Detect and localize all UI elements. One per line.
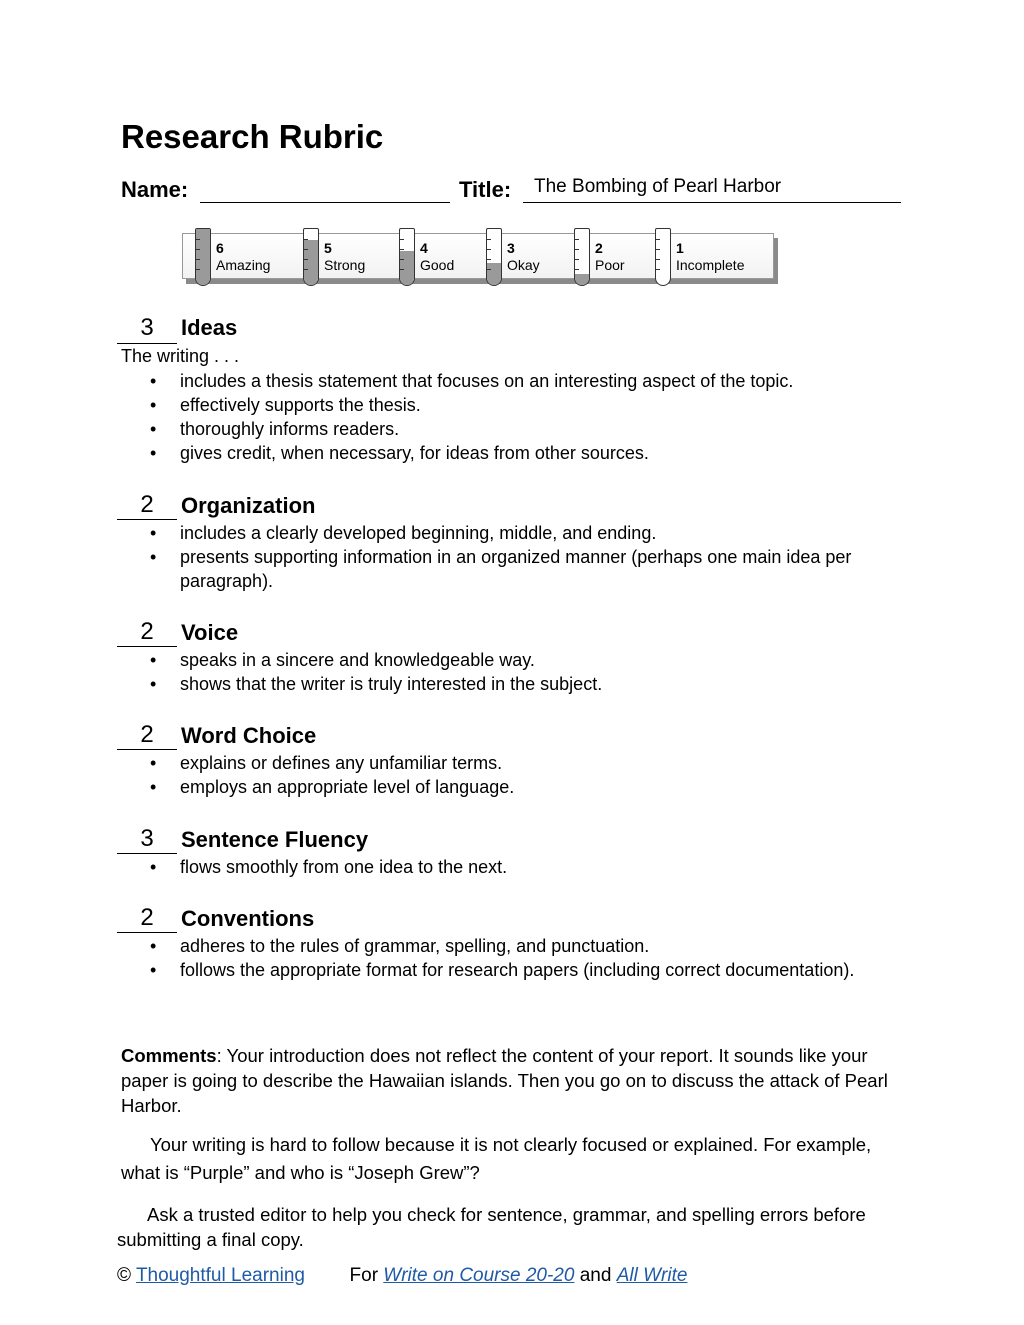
tube-tick — [304, 269, 308, 270]
tube-tick — [400, 239, 404, 240]
conventions-score-line — [117, 932, 177, 933]
comments-paragraph-2: Your writing is hard to follow because it is not clearly focused or explained. For example, what is “Purple” and who is “Joseph Grew”? — [121, 1134, 872, 1183]
scale-level — [324, 240, 365, 274]
scale-level — [216, 240, 270, 274]
tube-tick — [196, 249, 200, 250]
tube-tick — [575, 249, 579, 250]
conventions-title: Conventions — [181, 906, 315, 931]
tube-tick — [656, 269, 660, 270]
conventions-list — [150, 934, 910, 982]
tube-fill — [304, 240, 318, 285]
comments-text-1: : Your introduction does not reflect the content of your report. It sounds like your paper is going to describe the Hawaiian islands. Then you go on to discuss the attack of Pearl Harbor. — [121, 1045, 888, 1116]
scale-level — [676, 240, 744, 274]
title-field[interactable] — [523, 176, 901, 203]
scale-label: Good — [420, 257, 455, 273]
book-link-all-write[interactable]: All Write — [616, 1265, 688, 1286]
comments-paragraph-1 — [121, 1043, 911, 1118]
tube-tick — [196, 259, 200, 260]
tube-tick — [656, 249, 660, 250]
sentence-fluency-score: 3 — [140, 825, 154, 852]
scale-level — [507, 240, 540, 274]
tube-tick — [304, 259, 308, 260]
tube-tick — [400, 249, 404, 250]
organization-list — [150, 521, 910, 593]
scale-label: Okay — [507, 257, 540, 273]
tube-tick — [487, 269, 491, 270]
ideas-intro: The writing . . . — [121, 346, 240, 366]
copyright-symbol: © — [117, 1265, 131, 1286]
footer — [117, 1265, 687, 1287]
scale-number: 4 — [420, 240, 428, 256]
ideas-title: Ideas — [181, 315, 238, 340]
voice-list — [150, 648, 910, 696]
tube-tick — [400, 269, 404, 270]
tube-tick — [575, 259, 579, 260]
test-tube-icon — [486, 228, 502, 286]
tube-fill — [196, 229, 210, 285]
tube-tick — [656, 259, 660, 260]
tube-tick — [304, 249, 308, 250]
list-item: • includes a clearly developed beginning, middle, and ending. — [150, 521, 910, 545]
organization-score: 2 — [140, 491, 154, 518]
tube-tick — [487, 249, 491, 250]
test-tube-icon — [655, 228, 671, 286]
book-link-write-on-course[interactable]: Write on Course 20-20 — [383, 1265, 575, 1286]
list-item: • includes a thesis statement that focuses on an interesting aspect of the topic. — [150, 369, 910, 393]
ideas-list — [150, 369, 910, 465]
list-item: • gives credit, when necessary, for ideas from other sources. — [150, 441, 910, 465]
name-field[interactable] — [200, 180, 450, 203]
list-item: • presents supporting information in an organized manner (perhaps one main idea per paragraph). — [150, 545, 910, 593]
list-item: • flows smoothly from one idea to the next. — [150, 855, 910, 879]
voice-title: Voice — [181, 620, 239, 645]
title-value: The Bombing of Pearl Harbor — [534, 176, 782, 197]
name-label: Name: — [121, 177, 189, 202]
list-item: • follows the appropriate format for research papers (including correct documentation). — [150, 958, 910, 982]
list-item: • explains or defines any unfamiliar terms. — [150, 751, 910, 775]
tube-tick — [196, 239, 200, 240]
list-item: • speaks in a sincere and knowledgeable way. — [150, 648, 910, 672]
comments-paragraph-3: Ask a trusted editor to help you check for sentence, grammar, and spelling errors before submitting a final copy. — [117, 1204, 866, 1250]
organization-score-line — [117, 519, 177, 520]
scale-label: Incomplete — [676, 257, 745, 273]
tube-fill — [487, 263, 501, 285]
test-tube-icon — [195, 228, 211, 286]
scale-level — [595, 240, 625, 274]
list-item: • employs an appropriate level of language. — [150, 775, 910, 799]
scale-number: 3 — [507, 240, 515, 256]
conventions-score: 2 — [140, 904, 154, 931]
tube-tick — [487, 259, 491, 260]
test-tube-icon — [399, 228, 415, 286]
title-label: Title: — [459, 177, 512, 202]
organization-title: Organization — [181, 493, 316, 518]
word-choice-score-line — [117, 749, 177, 750]
scale-number: 6 — [216, 240, 224, 256]
tube-tick — [575, 239, 579, 240]
tube-tick — [656, 239, 660, 240]
scale-number: 5 — [324, 240, 332, 256]
tube-tick — [400, 259, 404, 260]
list-item: • effectively supports the thesis. — [150, 393, 910, 417]
word-choice-list — [150, 751, 910, 799]
publisher-link[interactable]: Thoughtful Learning — [135, 1265, 305, 1286]
test-tube-icon — [574, 228, 590, 286]
list-item: • adheres to the rules of grammar, spelling, and punctuation. — [150, 934, 910, 958]
and-text: and — [579, 1265, 612, 1286]
ideas-score-line — [117, 343, 177, 344]
test-tube-icon — [303, 228, 319, 286]
scale-label: Strong — [324, 257, 366, 273]
list-item: • thoroughly informs readers. — [150, 417, 910, 441]
scale-number: 2 — [595, 240, 603, 256]
scale-label: Amazing — [216, 257, 271, 273]
sentence-fluency-list — [150, 855, 910, 879]
scale-number: 1 — [676, 240, 684, 256]
tube-tick — [575, 269, 579, 270]
word-choice-title: Word Choice — [181, 723, 317, 748]
rating-scale — [182, 233, 774, 279]
sentence-fluency-score-line — [117, 853, 177, 854]
scale-label: Poor — [595, 257, 625, 273]
page-title: Research Rubric — [121, 118, 384, 155]
word-choice-score: 2 — [140, 721, 154, 748]
voice-score: 2 — [140, 618, 154, 645]
scale-level — [420, 240, 454, 274]
for-text: For — [349, 1265, 379, 1286]
tube-tick — [487, 239, 491, 240]
ideas-score: 3 — [140, 314, 154, 341]
tube-fill — [575, 274, 589, 285]
list-item: • shows that the writer is truly interested in the subject. — [150, 672, 910, 696]
sentence-fluency-title: Sentence Fluency — [181, 827, 369, 852]
voice-score-line — [117, 646, 177, 647]
comments-label: Comments — [121, 1045, 217, 1066]
tube-tick — [196, 269, 200, 270]
tube-tick — [304, 239, 308, 240]
